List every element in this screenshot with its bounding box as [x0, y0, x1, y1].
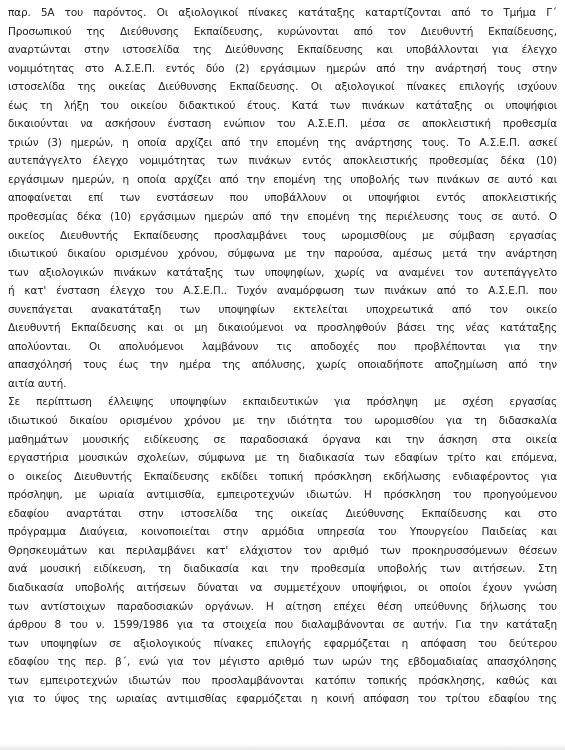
- text-line: εργάσιμων ημερών, η οποία αρχίζει από την επομένη της υποβολής των πινάκων σε αυτό και: [8, 173, 557, 186]
- text-line: Θρησκευμάτων και περιλαμβάνει κατ' ελάχιστον τον αριθμό των προκηρυσσόμενων θέσεων: [8, 544, 557, 557]
- text-line: απασχόλησή τους έως την ημέρα της απόλυσης, χωρίς οποιαδήποτε αποζημίωση από την: [8, 359, 557, 372]
- text-line: ιστοσελίδα της οικείας Διεύθυνσης Εκπαίδευσης. Οι αξιολογικοί πίνακες επιλογής ισχύουν: [8, 81, 557, 94]
- text-line: Σε περίπτωση έλλειψης υποψηφίων εκπαιδευτικών για πρόσληψη με σχέση εργασίας: [8, 396, 557, 409]
- text-line: ιδιωτικού δικαίου ορισμένου χρόνου με την ιδιότητα του ωρομισθίου για τη διδασκαλία: [8, 415, 557, 428]
- text-line: αιτία αυτή.: [8, 377, 67, 390]
- text-line: ή κατ' ένσταση έλεγχο του Α.Σ.Ε.Π.. Τυχόν αναμόρφωση των πινάκων από το Α.Σ.Ε.Π. που: [8, 285, 557, 298]
- text-line: πρόσληψη, με ωριαία αντιμισθία, εμπειροτεχνών ιδιωτών. Η πρόσκληση του προηγούμενου: [8, 489, 557, 502]
- text-line: αυτεπάγγελτο έλεγχο νομιμότητας των πινάκων εντός αποκλειστικής προθεσμίας δέκα (10): [8, 155, 557, 168]
- text-line: εδαφίου αναρτάται στην ιστοσελίδα της οικείας Διεύθυνσης Εκπαίδευσης και στο: [8, 507, 557, 520]
- text-line: [8, 709, 557, 728]
- text-line: διαδικασία υποβολής αιτήσεων δύναται να συμμετέχουν υποψήφιοι, οι οποίοι έχουν γνώση: [8, 581, 557, 594]
- text-line: τριών (3) ημερών, η οποία αρχίζει από την επομένη της ανάρτησης τους. Το Α.Σ.Ε.Π. ασκεί: [8, 136, 557, 149]
- page-bottom-edge: [0, 744, 565, 750]
- text-line: αναρτώνται στην ιστοσελίδα της Διεύθυνσης Εκπαίδευσης και υποβάλλονται για έλεγχο: [8, 44, 557, 57]
- text-line: των υποψηφίων σε αξιολογικούς πίνακες επιλογής εφαρμόζεται η απόφαση του δεύτερου: [8, 637, 557, 650]
- text-line: συνεπάγεται ανακατάταξη των υποψηφίων εκτελείται υποχρεωτικά από τον οικείο: [8, 303, 557, 316]
- text-line: των αξιολογικών πινάκων κατάταξης των υποψηφίων, χωρίς να αναμένει τον αυτεπάγγελτο: [8, 266, 557, 279]
- text-line: ο οικείος Διευθυντής Εκπαίδευσης εκδίδει τοπική πρόσκληση εκδήλωσης ενδιαφέροντος για: [8, 470, 557, 483]
- text-line: έως τη λήξη του οικείου διδακτικού έτους. Κατά των πινάκων κατάταξης οι υποψήφιοι: [8, 99, 557, 112]
- text-line: ανά μουσική ειδίκευση, τη διαδικασία και την προθεσμία υποβολής των αιτήσεων. Στη: [8, 563, 557, 576]
- text-line: των εμπειροτεχνών ιδιωτών που προσλαμβάνονται κατόπιν τοπικής πρόσκλησης, καθώς και: [8, 674, 557, 687]
- text-line: προθεσμίας δέκα (10) εργάσιμων ημερών από την επομένη της περιέλευσης τους σε αυτό. Ο: [8, 211, 557, 224]
- text-line: για το ύψος της ωριαίας αντιμισθίας εφαρμόζεται η κοινή απόφαση του τρίτου εδαφίου της: [8, 693, 557, 706]
- text-line: Διευθυντή Εκπαίδευσης και οι μη δικαιούμενοι να προσληφθούν βάσει της νέας κατάταξης: [8, 322, 557, 335]
- text-line: ιδιωτικού δικαίου ορισμένου χρόνου, σύμφωνα με την παρούσα, αμέσως μετά την ανάρτηση: [8, 248, 557, 261]
- text-line: Προσωπικού της Διεύθυνσης Εκπαίδευσης, κυρώνονται από τον Διευθυντή Εκπαίδευσης,: [8, 25, 557, 38]
- text-line: άρθρου 8 του ν. 1599/1986 για τα στοιχεία που διαλαμβάνονται σε αυτήν. Για την κατάταξη: [8, 619, 557, 632]
- text-line: οικείος Διευθυντής Εκπαίδευσης προσλαμβάνει τους ωρομισθίους με σύμβαση εργασίας: [8, 229, 557, 242]
- text-line: μαθημάτων μουσικής ειδίκευσης σε παραδοσιακά όργανα και την άσκηση στα οικεία: [8, 433, 557, 446]
- text-line: παρ. 5Α του παρόντος. Οι αξιολογικοί πίνακες κατάταξης καταρτίζονται από το Τμήμα Γ΄: [8, 7, 557, 19]
- text-line: πρόγραμμα Διαύγεια, κοινοποιείται στην αρμόδια υπηρεσία του Υπουργείου Παιδείας και: [8, 526, 557, 539]
- text-line: των αντίστοιχων παραδοσιακών οργάνων. Η αίτηση επέχει θέση υπεύθυνης δήλωσης του: [8, 600, 557, 613]
- text-line: εργαστήρια μουσικών σχολείων, σύμφωνα με τη διαδικασία των εδαφίων τρίτο και επόμενα,: [8, 452, 557, 465]
- text-line: δικαιούνται να ασκήσουν ένσταση ενώπιον του Α.Σ.Ε.Π. μέσα σε αποκλειστική προθεσμία: [8, 118, 557, 131]
- text-line: νομιμότητας στο Α.Σ.Ε.Π. εντός δύο (2) εργάσιμων ημερών από την ανάρτησή τους στην: [8, 62, 557, 75]
- text-line: εδαφίου της περ. β΄, ενώ για τον μέγιστο αριθμό των ωρών της εβδομαδιαίας απασχόλησης: [8, 656, 557, 669]
- text-line: απολύονται. Οι απολυόμενοι λαμβάνουν τις αποδοχές που προβλέπονται για την: [8, 340, 557, 353]
- text-line: αποφαίνεται επί των ενστάσεων που υποβάλλουν οι υποψήφιοι εντός αποκλειστικής: [8, 192, 557, 205]
